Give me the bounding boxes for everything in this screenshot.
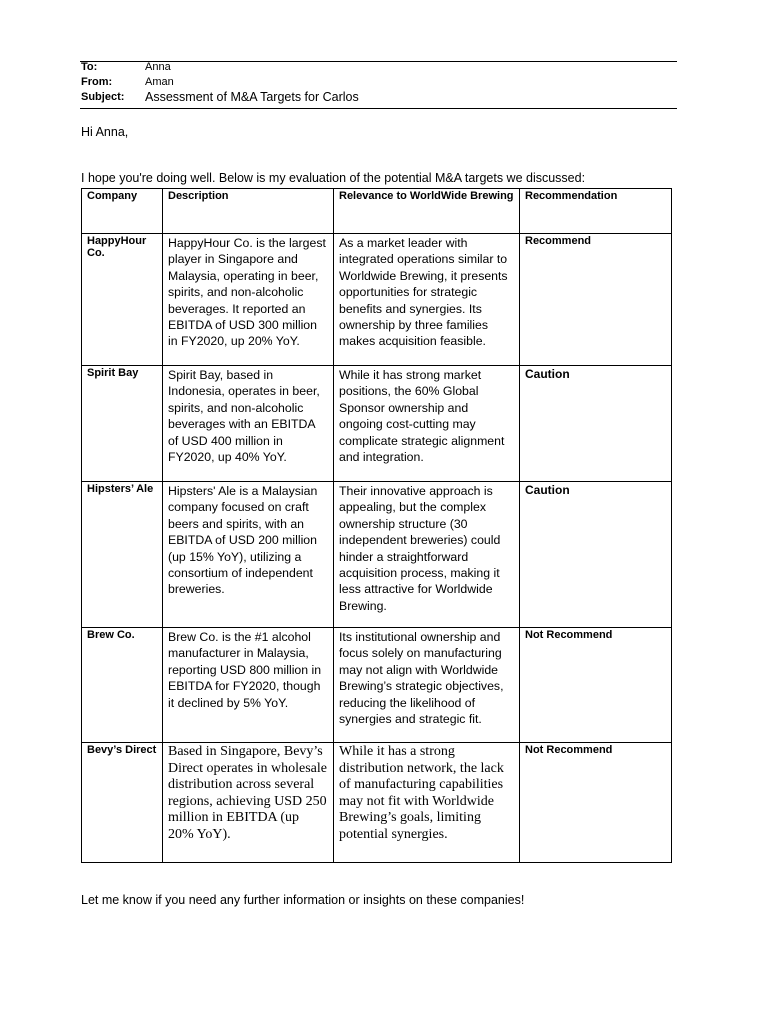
recommendation-cell: Not Recommend bbox=[520, 628, 672, 743]
column-header-company: Company bbox=[82, 189, 163, 234]
closing-text: Let me know if you need any further information or insights on these companies! bbox=[81, 893, 525, 907]
relevance-cell: Its institutional ownership and focus solely on manufacturing may not align with Worldwide Brewing’s strategic objectives, reducing the likelihood of synergies and strategic fit. bbox=[334, 628, 520, 743]
description-cell: Hipsters' Ale is a Malaysian company focused on craft beers and spirits, with an EBITDA of USD 200 million (up 15% YoY), utilizing a consortium of independent breweries. bbox=[163, 482, 334, 628]
greeting: Hi Anna, bbox=[81, 125, 129, 139]
description-cell: Based in Singapore, Bevy’s Direct operates in wholesale distribution across several regions, achieving USD 250 million in EBITDA (up 20% YoY). bbox=[163, 743, 334, 863]
table-row bbox=[82, 234, 672, 366]
relevance-cell: While it has a strong distribution network, the lack of manufacturing capabilities may not fit with Worldwide Brewing’s goals, limiting potential synergies. bbox=[334, 743, 520, 863]
column-header-relevance: Relevance to WorldWide Brewing bbox=[334, 189, 520, 234]
company-cell: Bevy’s Direct bbox=[82, 743, 163, 863]
relevance-cell: While it has strong market positions, the 60% Global Sponsor ownership and ongoing cost-cutting may complicate strategic alignment and integration. bbox=[334, 366, 520, 482]
recommendation-cell: Caution bbox=[520, 482, 672, 628]
company-cell: Hipsters’ Ale bbox=[82, 482, 163, 628]
description-cell: Brew Co. is the #1 alcohol manufacturer in Malaysia, reporting USD 800 million in EBITDA for FY2020, though it declined by 5% YoY. bbox=[163, 628, 334, 743]
company-cell: Brew Co. bbox=[82, 628, 163, 743]
header-bottom-rule bbox=[80, 108, 677, 109]
recommendation-cell: Not Recommend bbox=[520, 743, 672, 863]
to-label: To: bbox=[81, 61, 98, 73]
relevance-cell: Their innovative approach is appealing, but the complex ownership structure (30 independent breweries) could hinder a straightforward acquisition process, making it less attractive for Worldwide Brewing. bbox=[334, 482, 520, 628]
to-value: Anna bbox=[145, 61, 171, 73]
recommendation-cell: Caution bbox=[520, 366, 672, 482]
table-header-row bbox=[82, 189, 672, 234]
table-row bbox=[82, 366, 672, 482]
table-row bbox=[82, 482, 672, 628]
table-row bbox=[82, 628, 672, 743]
column-header-description: Description bbox=[163, 189, 334, 234]
company-cell: HappyHour Co. bbox=[82, 234, 163, 366]
description-cell: HappyHour Co. is the largest player in Singapore and Malaysia, operating in beer, spirits, and non-alcoholic beverages. It reported an EBITDA of USD 300 million in FY2020, up 20% YoY. bbox=[163, 234, 334, 366]
intro-text: I hope you're doing well. Below is my evaluation of the potential M&A targets we discussed: bbox=[81, 171, 586, 185]
column-header-recommendation: Recommendation bbox=[520, 189, 672, 234]
relevance-cell: As a market leader with integrated operations similar to Worldwide Brewing, it presents opportunities for strategic benefits and synergies. Its ownership by three families makes acquisition feasible. bbox=[334, 234, 520, 366]
from-label: From: bbox=[81, 76, 113, 88]
table-row bbox=[82, 743, 672, 863]
description-cell: Spirit Bay, based in Indonesia, operates in beer, spirits, and non-alcoholic beverages with an EBITDA of USD 400 million in FY2020, up 40% YoY. bbox=[163, 366, 334, 482]
evaluation-table bbox=[81, 188, 672, 863]
subject-value: Assessment of M&A Targets for Carlos bbox=[145, 90, 359, 104]
from-value: Aman bbox=[145, 76, 174, 88]
subject-label: Subject: bbox=[81, 91, 125, 103]
company-cell: Spirit Bay bbox=[82, 366, 163, 482]
recommendation-cell: Recommend bbox=[520, 234, 672, 366]
